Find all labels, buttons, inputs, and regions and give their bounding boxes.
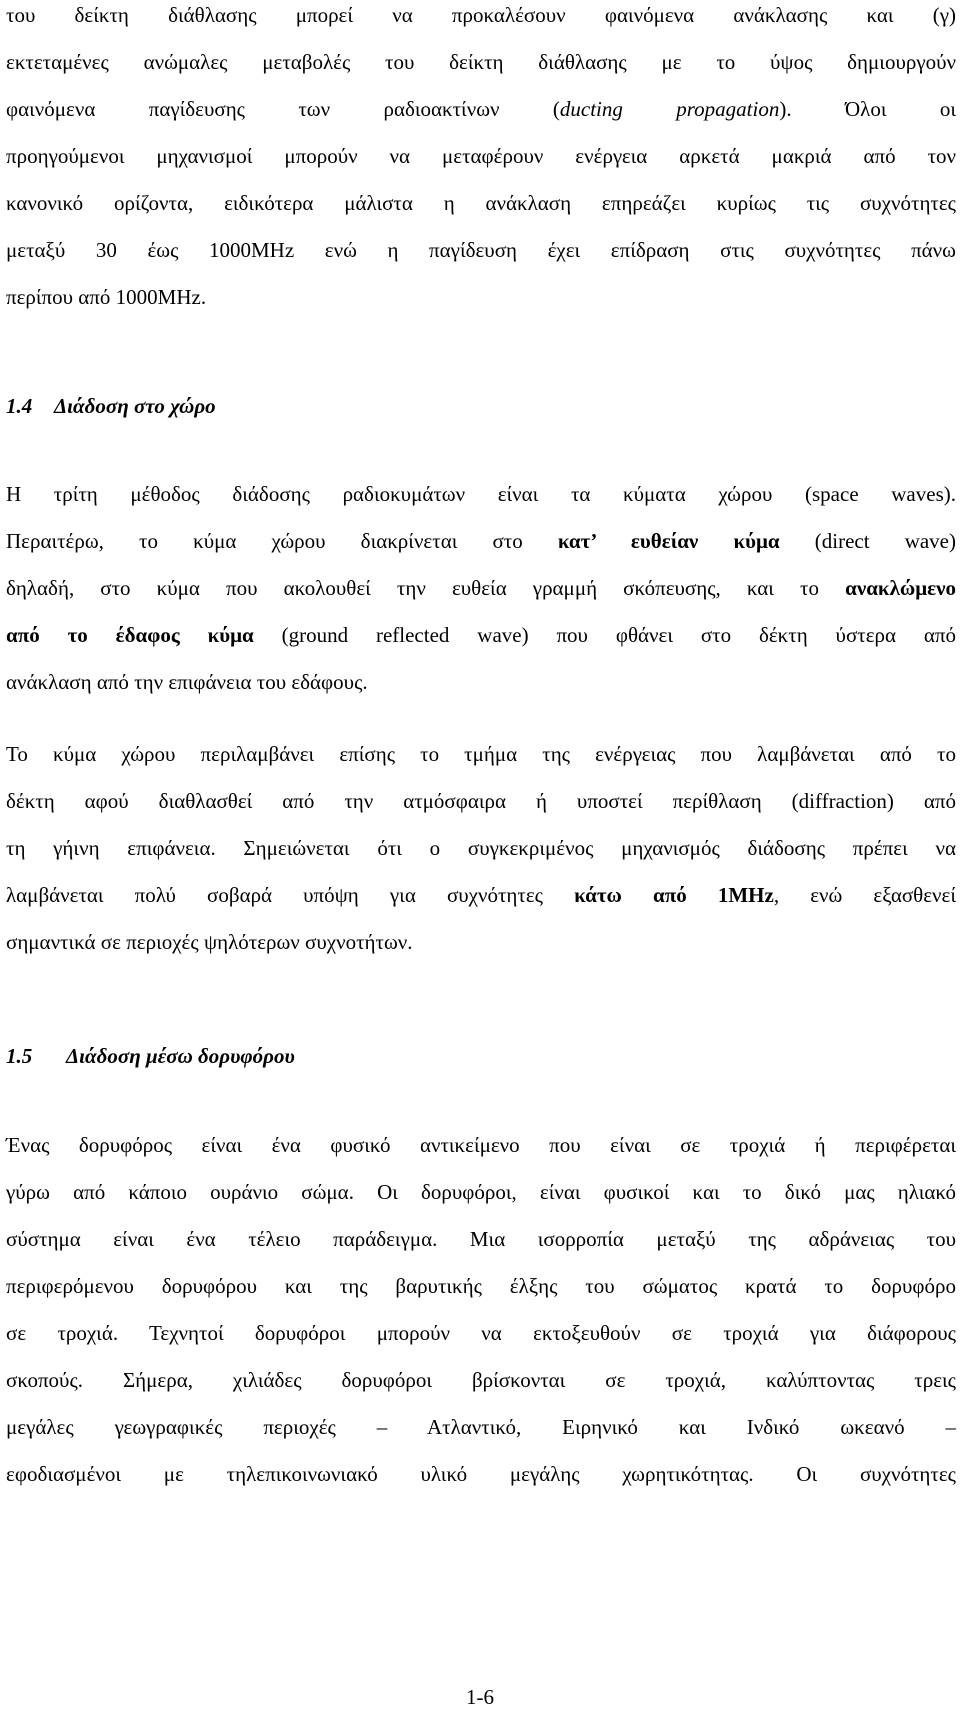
- text-line: τη γήινη επιφάνεια. Σημειώνεται ότι ο συγκεκριμένος μηχανισμός διάδοσης πρέπει να: [6, 836, 956, 860]
- section-heading-1-4: [6, 394, 216, 419]
- text-segment: Περαιτέρω, το κύμα χώρου διακρίνεται στο: [6, 529, 558, 553]
- page-number: 1-6: [466, 1685, 494, 1709]
- paragraph-refraction: [6, 0, 956, 321]
- text-line: κανονικό ορίζοντα, ειδικότερα μάλιστα η ανάκλαση επηρεάζει κυρίως τις συχνότητες: [6, 191, 956, 215]
- text-segment: ). Όλοι οι: [779, 97, 956, 121]
- text-line: Το κύμα χώρου περιλαμβάνει επίσης το τμήμα της ενέργειας που λαμβάνεται από το: [6, 742, 956, 766]
- reflected-wave-term: ανακλώμενο: [845, 576, 956, 600]
- section-title: Διάδοση μέσω δορυφόρου: [66, 1044, 295, 1068]
- text-line: ανάκλαση από την επιφάνεια του εδάφους.: [6, 670, 368, 694]
- text-segment: δηλαδή, στο κύμα που ακολουθεί την ευθεία γραμμή σκόπευσης, και το: [6, 576, 846, 600]
- text-line: εκτεταμένες ανώμαλες μεταβολές του δείκτη διάθλασης με το ύψος δημιουργούν: [6, 50, 956, 74]
- frequency-term: κάτω από 1MHz: [574, 883, 774, 907]
- text-line: σύστημα είναι ένα τέλειο παράδειγμα. Μια ισορροπία μεταξύ της αδράνειας του: [6, 1227, 956, 1251]
- reflected-wave-term: από το έδαφος κύμα: [6, 623, 254, 647]
- text-line: σημαντικά σε περιοχές ψηλότερων συχνοτήτων.: [6, 930, 413, 954]
- paragraph-space-waves: [6, 471, 956, 706]
- paragraph-satellite: [6, 1122, 956, 1498]
- text-segment: (ground reflected wave) που φθάνει στο δέκτη ύστερα από: [253, 623, 956, 647]
- text-segment: φαινόμενα παγίδευσης των ραδιοακτίνων (: [6, 97, 560, 121]
- section-number: 1.4: [6, 394, 33, 418]
- text-line: σε τροχιά. Τεχνητοί δορυφόροι μπορούν να εκτοξευθούν σε τροχιά για διάφορους: [6, 1321, 956, 1345]
- text-line: Η τρίτη μέθοδος διάδοσης ραδιοκυμάτων είναι τα κύματα χώρου (space waves).: [6, 482, 956, 506]
- section-title: Διάδοση στο χώρο: [54, 394, 216, 418]
- section-number: 1.5: [6, 1044, 33, 1068]
- text-line: [6, 86, 956, 133]
- text-segment: , ενώ εξασθενεί: [773, 883, 957, 907]
- text-line: σκοπούς. Σήμερα, χιλιάδες δορυφόροι βρίσκονται σε τροχιά, καλύπτοντας τρεις: [6, 1368, 956, 1392]
- text-line: δέκτη αφού διαθλασθεί από την ατμόσφαιρα ή υποστεί περίθλαση (diffraction) από: [6, 789, 956, 813]
- text-line: Ένας δορυφόρος είναι ένα φυσικό αντικείμενο που είναι σε τροχιά ή περιφέρεται: [6, 1133, 956, 1157]
- text-line: [6, 518, 956, 565]
- text-line: μεταξύ 30 έως 1000MHz ενώ η παγίδευση έχει επίδραση στις συχνότητες πάνω: [6, 238, 956, 262]
- section-heading-1-5: [6, 1044, 295, 1069]
- text-line: περίπου από 1000MHz.: [6, 285, 207, 309]
- text-line: περιφερόμενου δορυφόρου και της βαρυτικής έλξης του σώματος κρατά το δορυφόρο: [6, 1274, 956, 1298]
- text-segment: λαμβάνεται πολύ σοβαρά υπόψη για συχνότητες: [6, 883, 575, 907]
- direct-wave-term: κατ’ ευθείαν κύμα: [557, 529, 780, 553]
- text-line: εφοδιασμένοι με τηλεπικοινωνιακό υλικό μεγάλης χωρητικότητας. Οι συχνότητες: [6, 1462, 956, 1486]
- text-segment: (direct wave): [779, 529, 956, 553]
- text-line: μεγάλες γεωγραφικές περιοχές – Ατλαντικό, Ειρηνικό και Ινδικό ωκεανό –: [6, 1415, 956, 1439]
- text-line: [6, 612, 956, 659]
- text-line: προηγούμενοι μηχανισμοί μπορούν να μεταφέρουν ενέργεια αρκετά μακριά από τον: [6, 144, 956, 168]
- text-line: [6, 565, 956, 612]
- text-line: γύρω από κάποιο ουράνιο σώμα. Οι δορυφόροι, είναι φυσικοί και το δικό μας ηλιακό: [6, 1180, 956, 1204]
- text-line: [6, 872, 956, 919]
- text-line: του δείκτη διάθλασης μπορεί να προκαλέσουν φαινόμενα ανάκλασης και (γ): [6, 3, 956, 27]
- paragraph-diffraction: [6, 731, 956, 966]
- ducting-term: ducting propagation: [559, 97, 780, 121]
